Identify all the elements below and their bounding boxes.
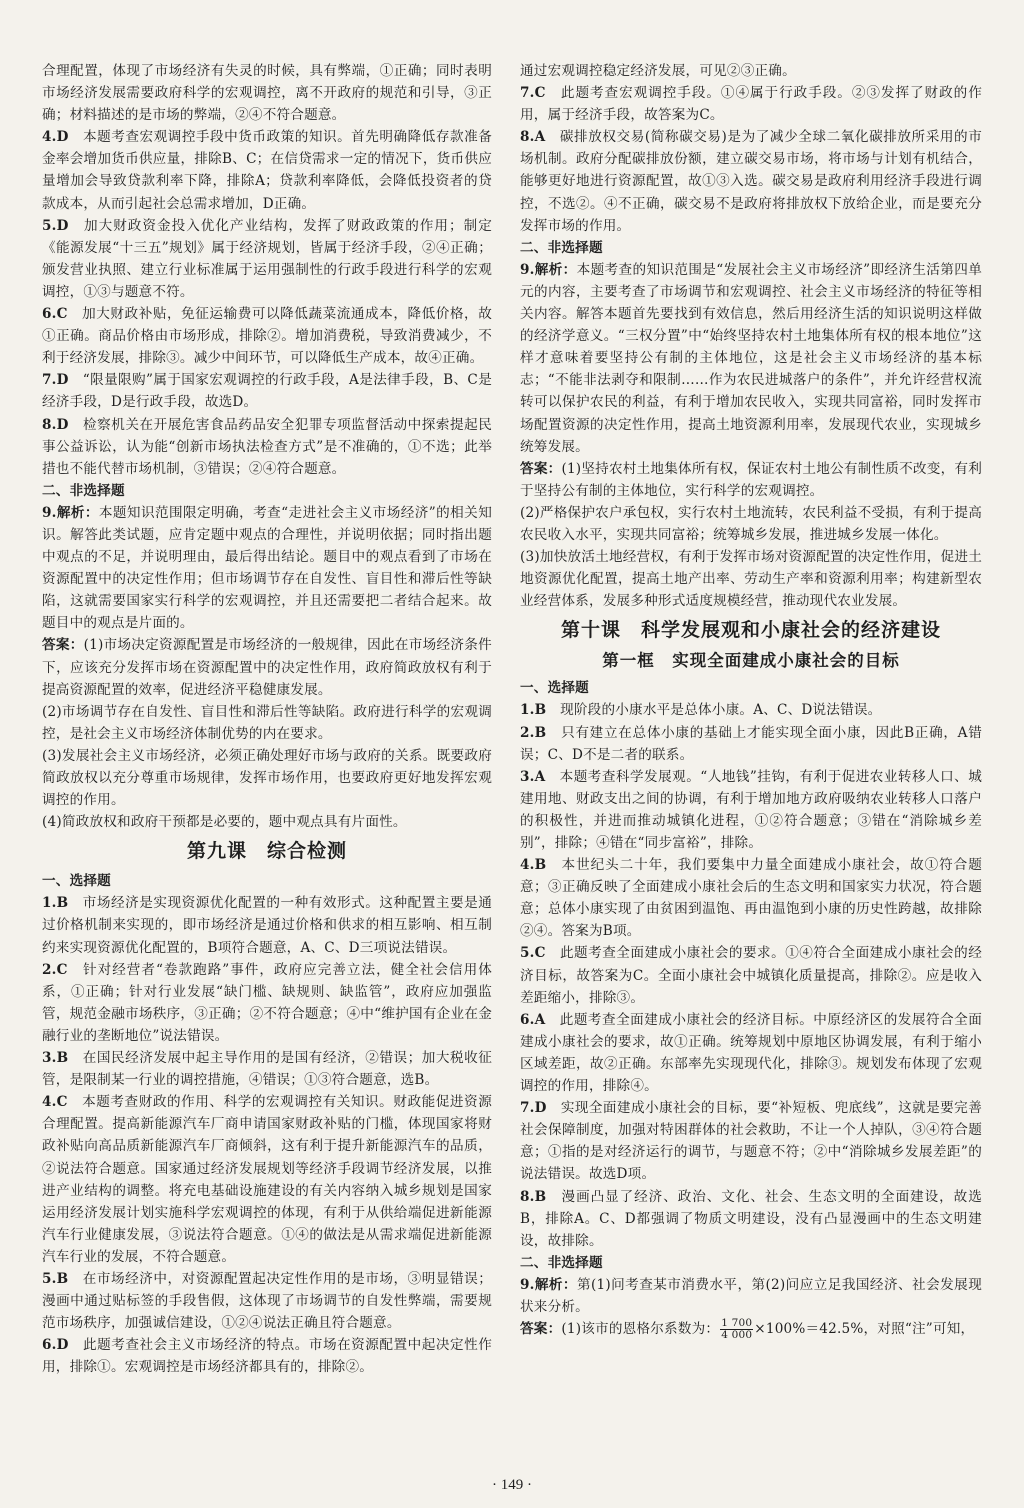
left-q9-analysis: 9.解析：本题知识范围限定明确，考查“走进社会主义市场经济”的相关知识。解答此类试题，应肯定题中观点的合理性，并说明依据；同时指出题中观点的不足，并说明理由，最后得出结论。题目中的观点看到了市场在资源配置中的决定性作用；但市场调节存在自发性、盲目性和滞后性等缺陷，这就需要国家实行科学的宏观调控，并且还需要把二者结合起来。故题目中的观点是片面的。 [42, 504, 492, 632]
right-c9-analysis: 9.解析：第(1)问考查某市消费水平，第(2)问应立足我国经济、社会发展现状来分析。 [520, 1276, 982, 1315]
right-c2: 2.B 只有建立在总体小康的基础上才能实现全面小康，因此B正确，A错误；C、D不是二者的联系。 [520, 724, 982, 763]
left-b1: 1.B 市场经济是实现资源优化配置的一种有效形式。这种配置主要是通过价格机制来实现的，即市场经济是通过价格和供求的相互影响、相互制约来实现资源优化配置的，B项符合题意，A、C、D三项说法错误。 [42, 895, 492, 956]
right-paragraph-continued: 通过宏观调控稳定经济发展，可见②③正确。 [520, 63, 796, 79]
right-c5: 5.C 此题考查全面建成小康社会的要求。①④符合全面建成小康社会的经济目标，故答案为C。全面小康社会中城镇化质量提高，排除②。应是收入差距缩小，排除③。 [520, 945, 982, 1006]
left-column [42, 60, 492, 1378]
left-q8: 8.D 检察机关在开展危害食品药品安全犯罪专项监督活动中探索提起民事公益诉讼，认为能“创新市场执法检查方式”是不准确的，①不选；此举措也不能代替市场机制，③错误；②④符合题意。 [42, 416, 492, 477]
left-q9-answer-2: (2)市场调节存在自发性、盲目性和滞后性等缺陷。政府进行科学的宏观调控，是社会主义市场经济体制优势的内在要求。 [42, 703, 492, 742]
chapter-10-title: 第十课 科学发展观和小康社会的经济建设 [560, 619, 941, 642]
right-q7: 7.C 此题考查宏观调控手段。①④属于行政手段。②③发挥了财政的作用，属于经济手段，故答案为C。 [520, 85, 982, 124]
left-q9-answer-1: 答案：(1)市场决定资源配置是市场经济的一般规律，因此在市场经济条件下，应该充分发挥市场在资源配置中的决定性作用，政府简政放权有利于提高资源配置的效率，促进经济平稳健康发展。 [42, 637, 492, 698]
right-section-nonchoice-2: 二、非选择题 [520, 1254, 603, 1271]
left-q9-answer-4: (4)简政放权和政府干预都是必要的，题中观点具有片面性。 [42, 814, 407, 831]
right-q9-answer-2: (2)严格保护农户承包权，实行农村土地流转，农民利益不受损，有利于提高农民收入水平，实现共同富裕；统筹城乡发展，推进城乡发展一体化。 [520, 504, 982, 543]
engel-fraction [720, 1318, 753, 1341]
right-q8: 8.A 碳排放权交易(简称碳交易)是为了减少全球二氧化碳排放所采用的市场机制。政府分配碳排放份额，建立碳交易市场，将市场与计划有机结合，能够更好地进行资源配置，故①③入选。碳交易是政府利用经济手段进行调控，不选②。④不正确，碳交易不是政府将排放权下放给企业，而是要充分发挥市场的作用。 [520, 129, 983, 234]
left-q5: 5.D 加大财政资金投入优化产业结构，发挥了财政政策的作用；制定《能源发展“十三五”规划》属于经济规划，皆属于经济手段，②④正确；颁发营业执照、建立行业标准属于运用强制性的行政手段进行科学的宏观调控，①③与题意不符。 [42, 217, 492, 300]
right-c3: 3.A 本题考查科学发展观。“人地钱”挂钩，有利于促进农业转移人口、城建用地、财政支出之间的协调，有利于增加地方政府吸纳农业转移人口落户的积极性，并进而推动城镇化进程，①②符合题意；③错在“消除城乡差别”，排除；④错在“同步富裕”，排除。 [520, 768, 982, 851]
left-section-nonchoice: 二、非选择题 [42, 482, 125, 499]
left-b5: 5.B 在市场经济中，对资源配置起决定性作用的是市场，③明显错误；漫画中通过贴标签的手段售假，这体现了市场调节的自发性弊端，需要规范市场秩序，加强诚信建设，①②④说法正确且符合题意。 [42, 1270, 492, 1332]
right-c8: 8.B 漫画凸显了经济、政治、文化、社会、生态文明的全面建设，故选B，排除A。C、D都强调了物质文明建设，没有凸显漫画中的生态文明建设，故排除。 [520, 1188, 982, 1249]
right-column [520, 60, 982, 1341]
fraction-numerator: 1 700 [721, 1317, 753, 1330]
right-q9-answer-1: 答案：(1)坚持农村土地集体所有权，保证农村土地公有制性质不改变，有利于坚持公有制的主体地位，实行科学的宏观调控。 [520, 460, 982, 499]
left-section-choice: 一、选择题 [42, 873, 111, 890]
frame-1-title: 第一框 实现全面建成小康社会的目标 [602, 651, 900, 671]
right-c9-answer: 答案：(1)该市的恩格尔系数为： $\frac{1 700}{4 000}$ ×100%＝42.5%，对照“注”可知， [520, 1317, 975, 1342]
right-c1: 1.B 现阶段的小康水平是总体小康。A、C、D说法错误。 [520, 702, 882, 719]
right-q9-answer-3: (3)加快放活土地经营权，有利于发挥市场对资源配置的决定性作用，促进土地资源优化配置，提高土地产出率、劳动生产率和资源利用率；构建新型农业经营体系，发展多种形式适度规模经营，推动现代农业发展。 [520, 549, 982, 610]
chapter-9-title: 第九课 综合检测 [186, 840, 347, 863]
right-section-choice: 一、选择题 [520, 680, 589, 697]
left-b2: 2.C 针对经营者“卷款跑路”事件，政府应完善立法，健全社会信用体系，①正确；针对行业发展“缺门槛、缺规则、缺监管”，政府应加强监管，规范金融市场秩序，③正确；②不符合题意；④中“维护国有企业在金融行业的垄断地位”说法错误。 [42, 961, 492, 1044]
right-q9-analysis: 9.解析：本题考查的知识范围是“发展社会主义市场经济”即经济生活第四单元的内容，主要考查了市场调节和宏观调控、社会主义市场经济的特征等相关内容。解答本题首先要找到有效信息，然后用经济生活的知识说明这样做的经济学意义。“三权分置”中“始终坚持农村土地集体所有权的根本地位”这样才意味着要坚持公有制的主体地位，这是社会主义市场经济的基本标志；“不能非法剥夺和限制……作为农民进城落户的条件”，并允许经营权流转可以保护农民的利益，有利于增加农民收入，实现共同富裕，同时发挥市场配置资源的决定性作用，提高土地资源利用率，发展现代农业，实现城乡统筹发展。 [520, 261, 982, 455]
fraction-denominator: 4 000 [721, 1329, 753, 1342]
left-paragraph-continued: 合理配置，体现了市场经济有失灵的时候，具有弊端，①正确；同时表明市场经济发展需要政府科学的宏观调控，离不开政府的规范和引导，③正确；材料描述的是市场的弊端，②④不符合题意。 [42, 63, 492, 124]
left-b3: 3.B 在国民经济发展中起主导作用的是国有经济，②错误；加大税收征管，是限制某一行业的调控措施，④错误；①③符合题意，选B。 [42, 1050, 492, 1089]
right-section-nonchoice: 二、非选择题 [520, 239, 603, 256]
right-c6: 6.A 此题考查全面建成小康社会的经济目标。中原经济区的发展符合全面建成小康社会的要求，故①正确。统筹规划中原地区协调发展，有利于缩小区域差距，故②正确。东部率先实现现代化，排除③。规划发布体现了宏观调控的作用，排除④。 [520, 1011, 983, 1095]
left-b4: 4.C 本题考查财政的作用、科学的宏观调控有关知识。财政能促进资源合理配置。提高新能源汽车厂商申请国家财政补贴的门槛，体现国家将财政补贴向高品质新能源汽车厂商倾斜，这有利于提升新能源汽车的品质，②说法符合题意。国家通过经济发展规划等经济手段调节经济发展，以推进产业结构的调整。将充电基础设施建设的有关内容纳入城乡规划是国家运用经济发展计划实施科学宏观调控的体现，有利于从供给端促进新能源汽车行业健康发展，③说法符合题意。①④的做法是从需求端促进新能源汽车行业的发展，不符合题意。 [42, 1094, 492, 1265]
right-c4: 4.B 本世纪头二十年，我们要集中力量全面建成小康社会，故①符合题意；③正确反映了全面建成小康社会后的生态文明和国家实力状况，符合题意；总体小康实现了由贫困到温饱、再由温饱到小康的历史性跨越，故排除②④。答案为B项。 [520, 857, 982, 940]
left-q6: 6.C 加大财政补贴，免征运输费可以降低蔬菜流通成本，降低价格，故①正确。商品价格由市场形成，排除②。增加消费税，导致消费减少，不利于经济发展，排除③。减少中间环节，可以降低生产成本，故④正确。 [42, 306, 492, 367]
left-b6: 6.D 此题考查社会主义市场经济的特点。市场在资源配置中起决定性作用，排除①。宏观调控是市场经济都具有的，排除②。 [42, 1337, 492, 1376]
page-number: · 149 · [492, 1477, 532, 1493]
left-q9-answer-3: (3)发展社会主义市场经济，必须正确处理好市场与政府的关系。既要政府简政放权以充分尊重市场规律，发挥市场作用，也要政府更好地发挥宏观调控的作用。 [42, 747, 492, 809]
right-c7: 7.D 实现全面建成小康社会的目标，要“补短板、兜底线”，这就是要完善社会保障制度，加强对特困群体的社会救助，不让一个人掉队，③④符合题意；①指的是对经济运行的调节，与题意不符；②中“消除城乡发展差距”的说法错误。故选D项。 [520, 1100, 982, 1183]
left-q7: 7.D “限量限购”属于国家宏观调控的行政手段，A是法律手段，B、C是经济手段，D是行政手段，故选D。 [42, 372, 493, 411]
left-q4: 4.D 本题考查宏观调控手段中货币政策的知识。首先明确降低存款准备金率会增加货币供应量，排除B、C；在信贷需求一定的情况下，货币供应量增加会导致贷款利率下降，排除A；贷款利率降低，会降低投资者的贷款成本，从而引起社会总需求增加，D正确。 [42, 129, 492, 212]
